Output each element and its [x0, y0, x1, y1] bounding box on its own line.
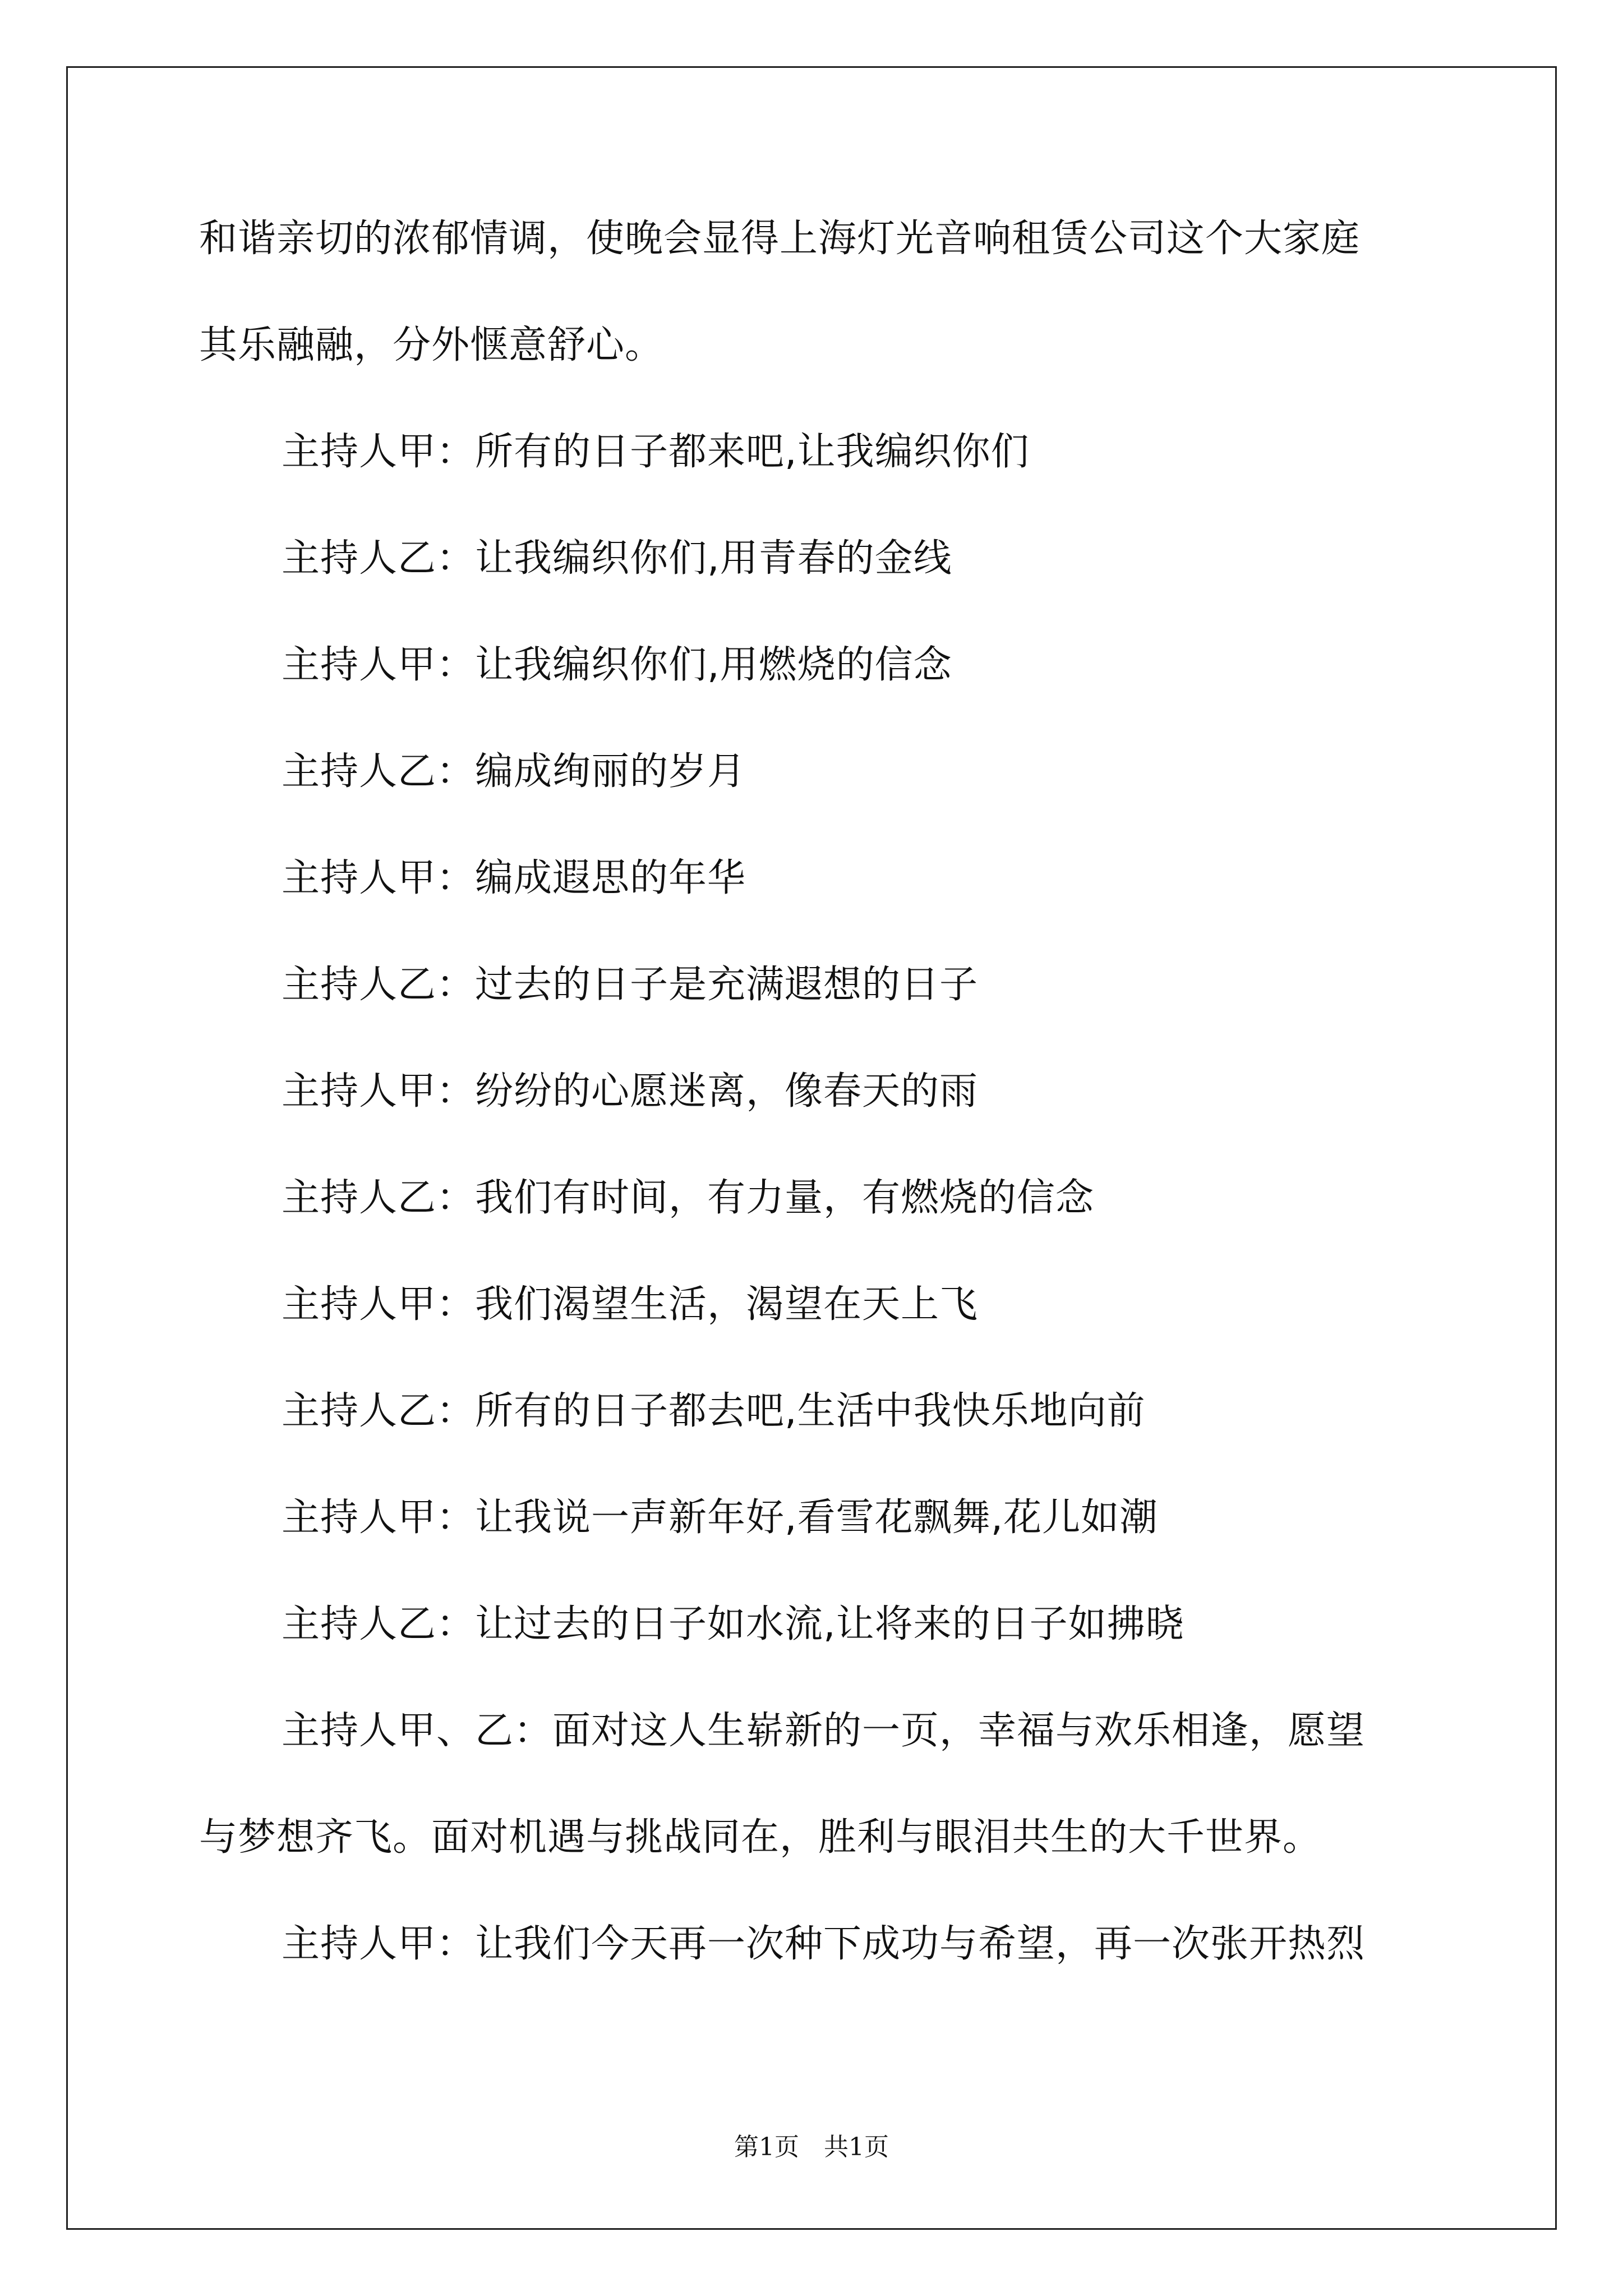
- document-body: [199, 219, 1433, 2031]
- dialogue-line: 主持人乙：让过去的日子如水流,让将来的日子如拂晓: [282, 1602, 1184, 1646]
- dialogue-line: 主持人甲：让我说一声新年好,看雪花飘舞,花儿如潮: [282, 1496, 1159, 1540]
- dialogue-line: 主持人乙：让我编织你们,用青春的金线: [282, 536, 952, 581]
- dialogue-line: 主持人甲、乙：面对这人生崭新的一页，幸福与欢乐相逢，愿望: [282, 1709, 1366, 1753]
- dialogue-line: 主持人乙：编成绚丽的岁月: [282, 749, 746, 794]
- dialogue-line: 主持人乙：我们有时间，有力量，有燃烧的信念: [282, 1176, 1095, 1220]
- dialogue-continuation-line: 与梦想齐飞。面对机遇与挑战同在，胜利与眼泪共生的大千世界。: [199, 1815, 1322, 1860]
- dialogue-line: 主持人甲：所有的日子都来吧,让我编织你们: [282, 430, 1030, 474]
- paragraph-line-2: 其乐融融，分外惬意舒心。: [199, 323, 664, 367]
- dialogue-line: 主持人甲：让我编织你们,用燃烧的信念: [282, 643, 952, 687]
- dialogue-line: 主持人甲：我们渴望生活，渴望在天上飞: [282, 1282, 979, 1327]
- dialogue-line: 主持人乙：过去的日子是充满遐想的日子: [282, 963, 979, 1007]
- dialogue-line: 主持人甲：让我们今天再一次种下成功与希望，再一次张开热烈: [282, 1922, 1366, 1966]
- dialogue-line: 主持人甲：编成遐思的年华: [282, 856, 746, 900]
- dialogue-line: 主持人乙：所有的日子都去吧,生活中我快乐地向前: [282, 1389, 1146, 1433]
- paragraph-line-1: 和谐亲切的浓郁情调，使晚会显得上海灯光音响租赁公司这个大家庭: [199, 217, 1361, 261]
- page-number-footer: 第1页 共1页: [734, 2133, 889, 2161]
- dialogue-line: 主持人甲：纷纷的心愿迷离，像春天的雨: [282, 1069, 979, 1114]
